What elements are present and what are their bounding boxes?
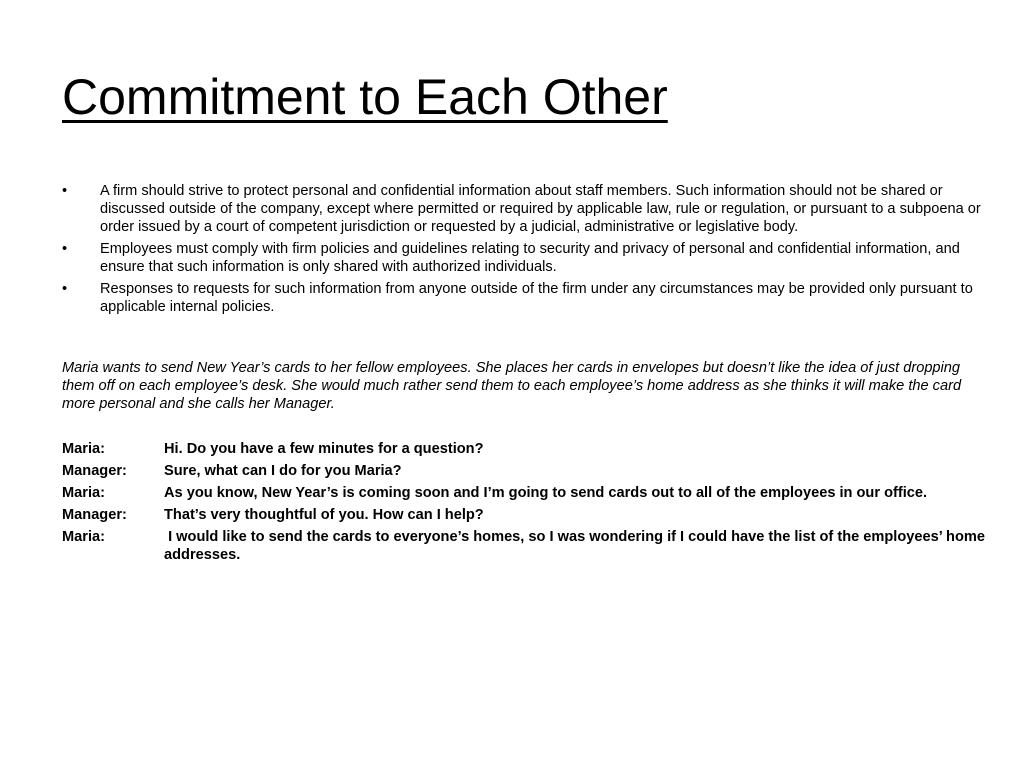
bullet-text: Employees must comply with firm policies and guidelines relating to security and privacy of personal and confidential information, and ensure that such information is only shared with authorized individuals. <box>100 241 960 275</box>
scenario-paragraph: Maria wants to send New Year’s cards to her fellow employees. She places her cards in envelopes but doesn’t like the idea of just dropping them off on each employee’s desk. She would much rather send them to each employee’s home address as she thinks it will make the card more personal and she calls her Manager. <box>62 360 962 412</box>
dialogue-text: Sure, what can I do for you Maria? <box>164 463 402 479</box>
bullet-list <box>62 182 986 320</box>
dialogue-speaker: Maria: <box>62 529 105 545</box>
dialogue-text: That’s very thoughtful of you. How can I help? <box>164 507 484 523</box>
bullet-marker: • <box>62 281 68 297</box>
dialogue-line <box>62 462 986 480</box>
dialogue-speaker: Maria: <box>62 485 105 501</box>
dialogue-text: I would like to send the cards to everyone’s homes, so I was wondering if I could have the list of the employees’ home addresses. <box>164 529 990 563</box>
dialogue-line <box>62 440 986 458</box>
bullet-marker: • <box>62 241 68 257</box>
bullet-text: A firm should strive to protect personal and confidential information about staff members. Such information should not be shared or discussed outside of the company, except where permitted or required by applicable law, rule or regulation, or pursuant to a subpoena or order issued by a court of competent jurisdiction or requested by a judicial, administrative or legislative body. <box>100 183 981 235</box>
dialogue-line <box>62 484 986 502</box>
bullet-item <box>62 280 986 316</box>
dialogue <box>62 440 990 568</box>
bullet-text: Responses to requests for such information from anyone outside of the firm under any circumstances may be provided only pursuant to applicable internal policies. <box>100 281 973 315</box>
dialogue-text: Hi. Do you have a few minutes for a question? <box>164 441 484 457</box>
bullet-marker: • <box>62 183 68 199</box>
dialogue-line <box>62 506 986 524</box>
bullet-item <box>62 182 986 236</box>
dialogue-speaker: Manager: <box>62 507 127 523</box>
dialogue-text: As you know, New Year’s is coming soon and I’m going to send cards out to all of the employees in our office. <box>164 485 928 501</box>
bullet-item <box>62 240 986 276</box>
dialogue-speaker: Manager: <box>62 463 127 479</box>
slide-title: Commitment to Each Other <box>62 69 668 125</box>
dialogue-line <box>62 528 990 564</box>
dialogue-speaker: Maria: <box>62 441 105 457</box>
